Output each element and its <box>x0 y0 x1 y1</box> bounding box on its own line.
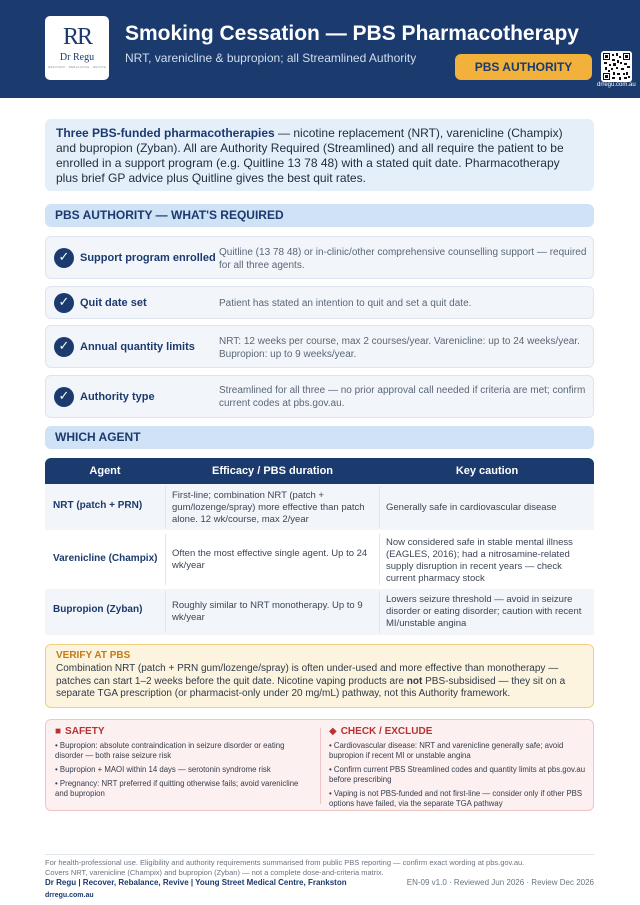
footer-disclaimer <box>45 858 524 878</box>
intro-lead: Three PBS-funded pharmacotherapies <box>56 126 275 140</box>
list-item: • Vaping is not PBS-funded and not first-line — consider only if other PBS options have failed, via the separate TGA pathway <box>329 789 583 808</box>
column-divider <box>320 728 321 804</box>
verify-text-part: PBS-subsidised — they sit on a separate TGA prescription (or pharmacist-only under 20 mg/mL) pathway, not this Authority framework. <box>56 675 566 700</box>
disclaimer-line: Covers NRT, varenicline (Champix) and bupropion (Zyban) — not a complete dose-and-criteria matrix. <box>45 868 384 877</box>
requirement-card <box>45 286 594 319</box>
check-circle-icon: ✓ <box>54 293 74 313</box>
requirement-label: Support program enrolled <box>80 252 216 264</box>
brand-logo[interactable] <box>45 16 109 80</box>
requirement-description: Streamlined for all three — no prior approval call needed if criteria are met; confirm current codes at pbs.gov.au. <box>219 385 586 409</box>
safety-column <box>55 726 313 799</box>
logo-tagline: RECOVER · REBALANCE · REVIVE <box>48 65 106 69</box>
logo-name: Dr Regu <box>59 52 95 63</box>
requirement-card <box>45 325 594 368</box>
agent-efficacy: Roughly similar to NRT monotherapy. Up to 9 wk/year <box>172 600 363 623</box>
footer-url[interactable]: drregu.com.au <box>45 892 94 899</box>
verify-text <box>56 663 583 701</box>
footer-brand: Dr Regu | Recover, Rebalance, Revive | Young Street Medical Centre, Frankston <box>45 878 347 887</box>
agent-table-header <box>45 458 594 484</box>
qr-code-icon[interactable] <box>601 51 632 82</box>
safety-check-panel <box>45 719 594 811</box>
requirement-label: Quit date set <box>80 297 147 309</box>
requirement-description: Quitline (13 78 48) or in-clinic/other comprehensive counselling support — required for all three agents. <box>219 247 587 271</box>
section-heading-authority: PBS AUTHORITY — WHAT'S REQUIRED <box>45 204 594 227</box>
requirement-card <box>45 375 594 418</box>
list-item: • Cardiovascular disease: NRT and varenicline generally safe; avoid bupropion if recent MI or unstable angina <box>329 741 564 760</box>
column-header: Efficacy / PBS duration <box>211 465 334 477</box>
check-circle-icon: ✓ <box>54 337 74 357</box>
page-title: Smoking Cessation — PBS Pharmacotherapy <box>125 22 579 45</box>
logo-monogram: RR <box>62 24 91 50</box>
agent-name: Bupropion (Zyban) <box>53 604 143 615</box>
requirement-description: NRT: 12 weeks per course, max 2 courses/year. Varenicline: up to 24 weeks/year. Bupropion: up to 9 weeks/year. <box>219 336 580 360</box>
check-heading <box>329 726 587 737</box>
pbs-authority-badge: PBS AUTHORITY <box>455 54 592 80</box>
requirement-label: Annual quantity limits <box>80 341 195 353</box>
requirement-label: Authority type <box>80 391 155 403</box>
safety-title: SAFETY <box>65 726 105 737</box>
qr-url[interactable]: drregu.com.au <box>597 82 636 88</box>
section-heading-agent: WHICH AGENT <box>45 426 594 449</box>
footer-divider <box>45 854 594 855</box>
list-item: • Bupropion: absolute contraindication in seizure disorder or eating disorder — both raise seizure risk <box>55 741 285 760</box>
requirement-description: Patient has stated an intention to quit and set a quit date. <box>219 298 472 309</box>
check-title: CHECK / EXCLUDE <box>340 726 433 737</box>
disclaimer-line: For health-professional use. Eligibility and authority requirements summarised from public PBS reporting — confirm exact wording at pbs.gov.au. <box>45 858 525 867</box>
check-circle-icon: ✓ <box>54 387 74 407</box>
agent-efficacy: First-line; combination NRT (patch + gum/lozenge/spray) more effective than patch alone. 12 wk/course, max 2/year <box>172 490 365 525</box>
requirement-card <box>45 236 594 279</box>
footer-doc-code: EN-09 v1.0 · Reviewed Jun 2026 · Review Dec 2026 <box>406 878 594 887</box>
check-column <box>329 726 587 809</box>
agent-caution: Generally safe in cardiovascular disease <box>386 502 557 513</box>
table-row <box>45 532 594 587</box>
intro-text: — nicotine replacement (NRT), varenicline (Champix) and bupropion (Zyban). All are Authority Required (Streamlined) and all require the patient to be enrolled in a support program (e.g. Quitline 13 78 48) with a stated quit date. Pharmacotherapy plus brief GP advice plus Quitline gives the best quit rates. <box>56 126 564 185</box>
list-item: • Pregnancy: NRT preferred if quitting otherwise fails; avoid varenicline and bupropion <box>55 779 299 798</box>
agent-name: NRT (patch + PRN) <box>53 500 143 511</box>
list-item: • Bupropion + MAOI within 14 days — serotonin syndrome risk <box>55 765 271 774</box>
safety-heading <box>55 726 313 737</box>
column-header: Key caution <box>455 465 519 477</box>
intro-panel <box>45 119 594 191</box>
list-item: • Confirm current PBS Streamlined codes and quantity limits at pbs.gov.au before prescribing <box>329 765 586 784</box>
verify-title: VERIFY AT PBS <box>56 650 131 661</box>
verify-text-emphasis: not <box>406 675 423 687</box>
agent-caution: Lowers seizure threshold — avoid in seizure disorder or eating disorder; caution with recent MI/unstable angina <box>386 594 582 629</box>
table-row <box>45 484 594 530</box>
table-row <box>45 589 594 635</box>
verify-callout <box>45 644 594 708</box>
agent-efficacy: Often the most effective single agent. Up to 24 wk/year <box>172 548 368 571</box>
agent-name: Varenicline (Champix) <box>53 553 158 564</box>
verify-text-part: Combination NRT (patch + PRN gum/lozenge/spray) is often under-used and more effective than monotherapy — patches can start 1–2 weeks before the quit date. Nicotine vaping products are <box>56 663 559 687</box>
page-subtitle: NRT, varenicline & bupropion; all Streamlined Authority <box>125 51 417 65</box>
column-header: Agent <box>89 465 121 477</box>
header-banner <box>0 0 640 98</box>
check-circle-icon: ✓ <box>54 248 74 268</box>
diamond-icon: ◆ <box>329 726 337 737</box>
agent-caution: Now considered safe in stable mental illness (EAGLES, 2016); had a nitrosamine-related supply disruption in recent years — check current pharmacy stock <box>386 537 573 584</box>
square-icon: ■ <box>55 726 62 737</box>
